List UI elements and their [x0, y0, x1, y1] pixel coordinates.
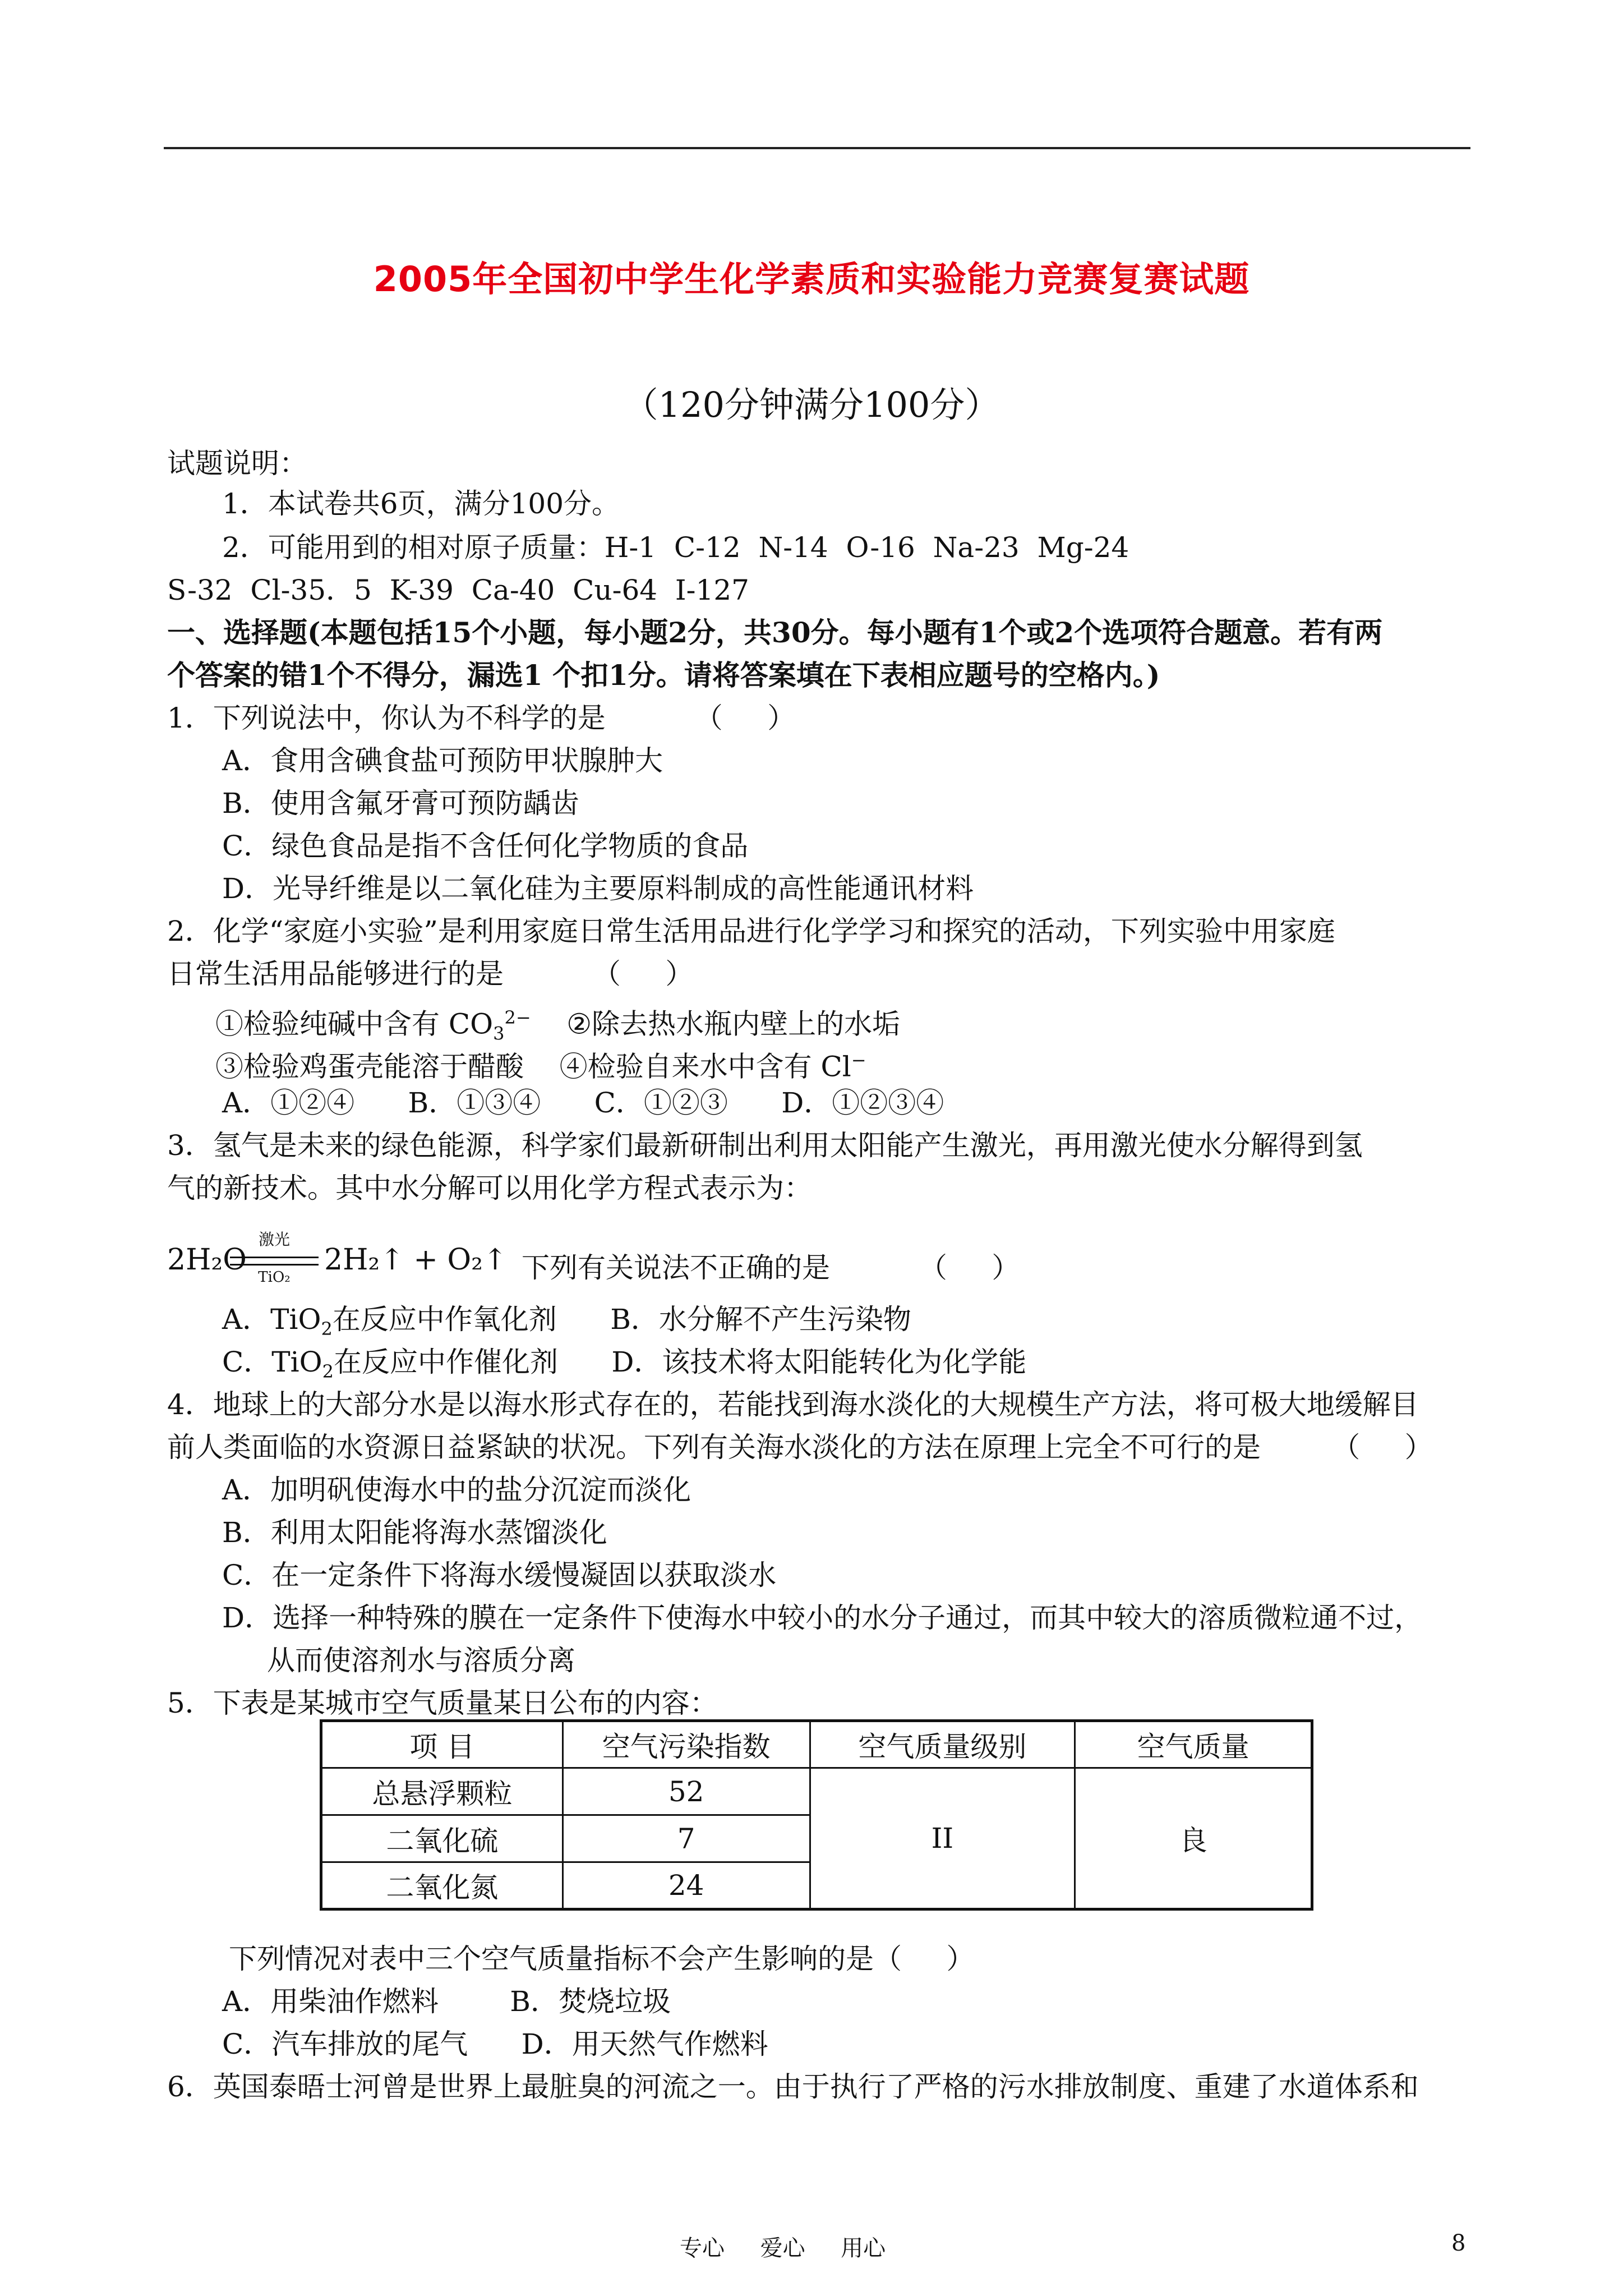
equation-condition-bottom: TiO₂	[258, 1269, 291, 1286]
equation-reactant: 2H₂O	[167, 1243, 247, 1277]
equation-products: 2H₂↑ + O₂↑	[324, 1243, 508, 1277]
q6-stem-line-1: 6．英国泰晤士河曾是世界上最脏臭的河流之一。由于执行了严格的污水排放制度、重建了水道体系和	[167, 2070, 1419, 2103]
q4-stem-line-2: 前人类面临的水资源日益紧缺的状况。下列有关海水淡化的方法在原理上完全不可行的是 （ ）	[167, 1431, 1433, 1464]
q1-option-d: D．光导纤维是以二氧化硅为主要原料制成的高性能通讯材料	[222, 872, 974, 905]
q4-option-c: C．在一定条件下将海水缓慢凝固以获取淡水	[222, 1559, 777, 1591]
q2-item-row-1: ①检验纯碱中含有 $CO_3^{2-}$ ②除去热水瓶内壁上的水垢	[215, 1007, 901, 1045]
equation-condition-top: 激光	[258, 1230, 290, 1249]
q3-stem-line-1: 3．氢气是未来的绿色能源，科学家们最新研制出利用太阳能产生激光，再用激光使水分解得到氢	[167, 1129, 1363, 1162]
section-heading-line-1: 一、选择题(本题包括15个小题，每小题2分，共30分。每小题有1个或2个选项符合题意。若有两	[167, 616, 1383, 649]
q2-item-row-2: ③检验鸡蛋壳能溶于醋酸 ④检验自来水中含有 Cl−	[215, 1050, 866, 1083]
air-quality-table	[320, 1719, 1313, 1911]
equation-equals-sign	[230, 1257, 319, 1266]
q4-option-a: A．加明矾使海水中的盐分沉淀而淡化	[222, 1474, 691, 1506]
page-subtitle: （120分钟满分100分）	[623, 384, 1000, 425]
q5-stem: 5．下表是某城市空气质量某日公布的内容：	[167, 1687, 718, 1719]
q4-option-d-line-2: 从而使溶剂水与溶质分离	[267, 1644, 575, 1677]
header-rule	[164, 147, 1470, 149]
q2-stem-line-1: 2．化学“家庭小实验”是利用家庭日常生活用品进行化学学习和探究的活动，下列实验中用家庭	[167, 915, 1335, 947]
table-cell-item: 二氧化氮	[321, 1862, 563, 1910]
table-cell-item: 总悬浮颗粒	[321, 1768, 563, 1815]
table-header-cell: 空气质量	[1075, 1721, 1312, 1768]
intro-heading: 试题说明：	[167, 447, 307, 480]
table-cell-quality: 良	[1075, 1768, 1312, 1910]
q3-prompt: 下列有关说法不正确的是 （ ）	[522, 1251, 1020, 1284]
q3-stem-line-2: 气的新技术。其中水分解可以用化学方程式表示为：	[167, 1172, 812, 1204]
intro-item-1: 1．本试卷共6页，满分100分。	[222, 487, 620, 520]
table-header-row	[321, 1721, 1312, 1768]
q1-option-b: B．使用含氟牙膏可预防龋齿	[222, 787, 579, 820]
q3-options-row-1: A．TiO$_2$在反应中作氧化剂 B．水分解不产生污染物	[222, 1303, 911, 1340]
q1-option-c: C．绿色食品是指不含任何化学物质的食品	[222, 830, 749, 862]
q4-option-b: B．利用太阳能将海水蒸馏淡化	[222, 1516, 607, 1549]
table-cell-index: 7	[562, 1815, 810, 1862]
q1-option-a: A．食用含碘食盐可预防甲状腺肿大	[222, 744, 663, 777]
q4-option-d-line-1: D．选择一种特殊的膜在一定条件下使海水中较小的水分子通过，而其中较大的溶质微粒通不过，	[222, 1602, 1423, 1634]
table-cell-index: 24	[562, 1862, 810, 1910]
q2-stem-line-2: 日常生活用品能够进行的是 （ ）	[167, 958, 694, 990]
table-header-cell: 项 目	[321, 1721, 563, 1768]
table-cell-level: II	[810, 1768, 1075, 1910]
table-cell-item: 二氧化硫	[321, 1815, 563, 1862]
table-cell-index: 52	[562, 1768, 810, 1815]
q5-options-ab: A．用柴油作燃料 B．焚烧垃圾	[222, 1985, 671, 2018]
page-number: 8	[1451, 2230, 1466, 2256]
intro-item-2: 2．可能用到的相对原子质量：H-1 C-12 N-14 O-16 Na-23 Mg-24	[222, 531, 1129, 564]
q2-choices: A．①②④ B．①③④ C．①②③ D．①②③④	[222, 1087, 944, 1119]
table-row	[321, 1768, 1312, 1815]
q1-stem: 1．下列说法中，你认为不科学的是 （ ）	[167, 702, 796, 734]
table-header-cell: 空气污染指数	[562, 1721, 810, 1768]
q3-chemical-equation	[167, 1227, 515, 1289]
section-heading-line-2: 个答案的错1个不得分，漏选1 个扣1分。请将答案填在下表相应题号的空格内。)	[167, 659, 1160, 692]
q3-options-row-2: C．TiO$_2$在反应中作催化剂 D．该技术将太阳能转化为化学能	[222, 1346, 1027, 1382]
page-title: 2005年全国初中学生化学素质和实验能力竞赛复赛试题	[373, 259, 1250, 300]
footer-motto: 专心 爱心 用心	[680, 2235, 886, 2261]
q5-prompt: 下列情况对表中三个空气质量指标不会产生影响的是（ ）	[229, 1943, 975, 1975]
q4-stem-line-1: 4．地球上的大部分水是以海水形式存在的，若能找到海水淡化的大规模生产方法，将可极大地缓解目	[167, 1388, 1419, 1421]
intro-item-2-cont: S-32 Cl-35．5 K-39 Ca-40 Cu-64 I-127	[167, 574, 749, 606]
q5-options-cd: C．汽车排放的尾气 D．用天然气作燃料	[222, 2028, 768, 2060]
table-header-cell: 空气质量级别	[810, 1721, 1075, 1768]
